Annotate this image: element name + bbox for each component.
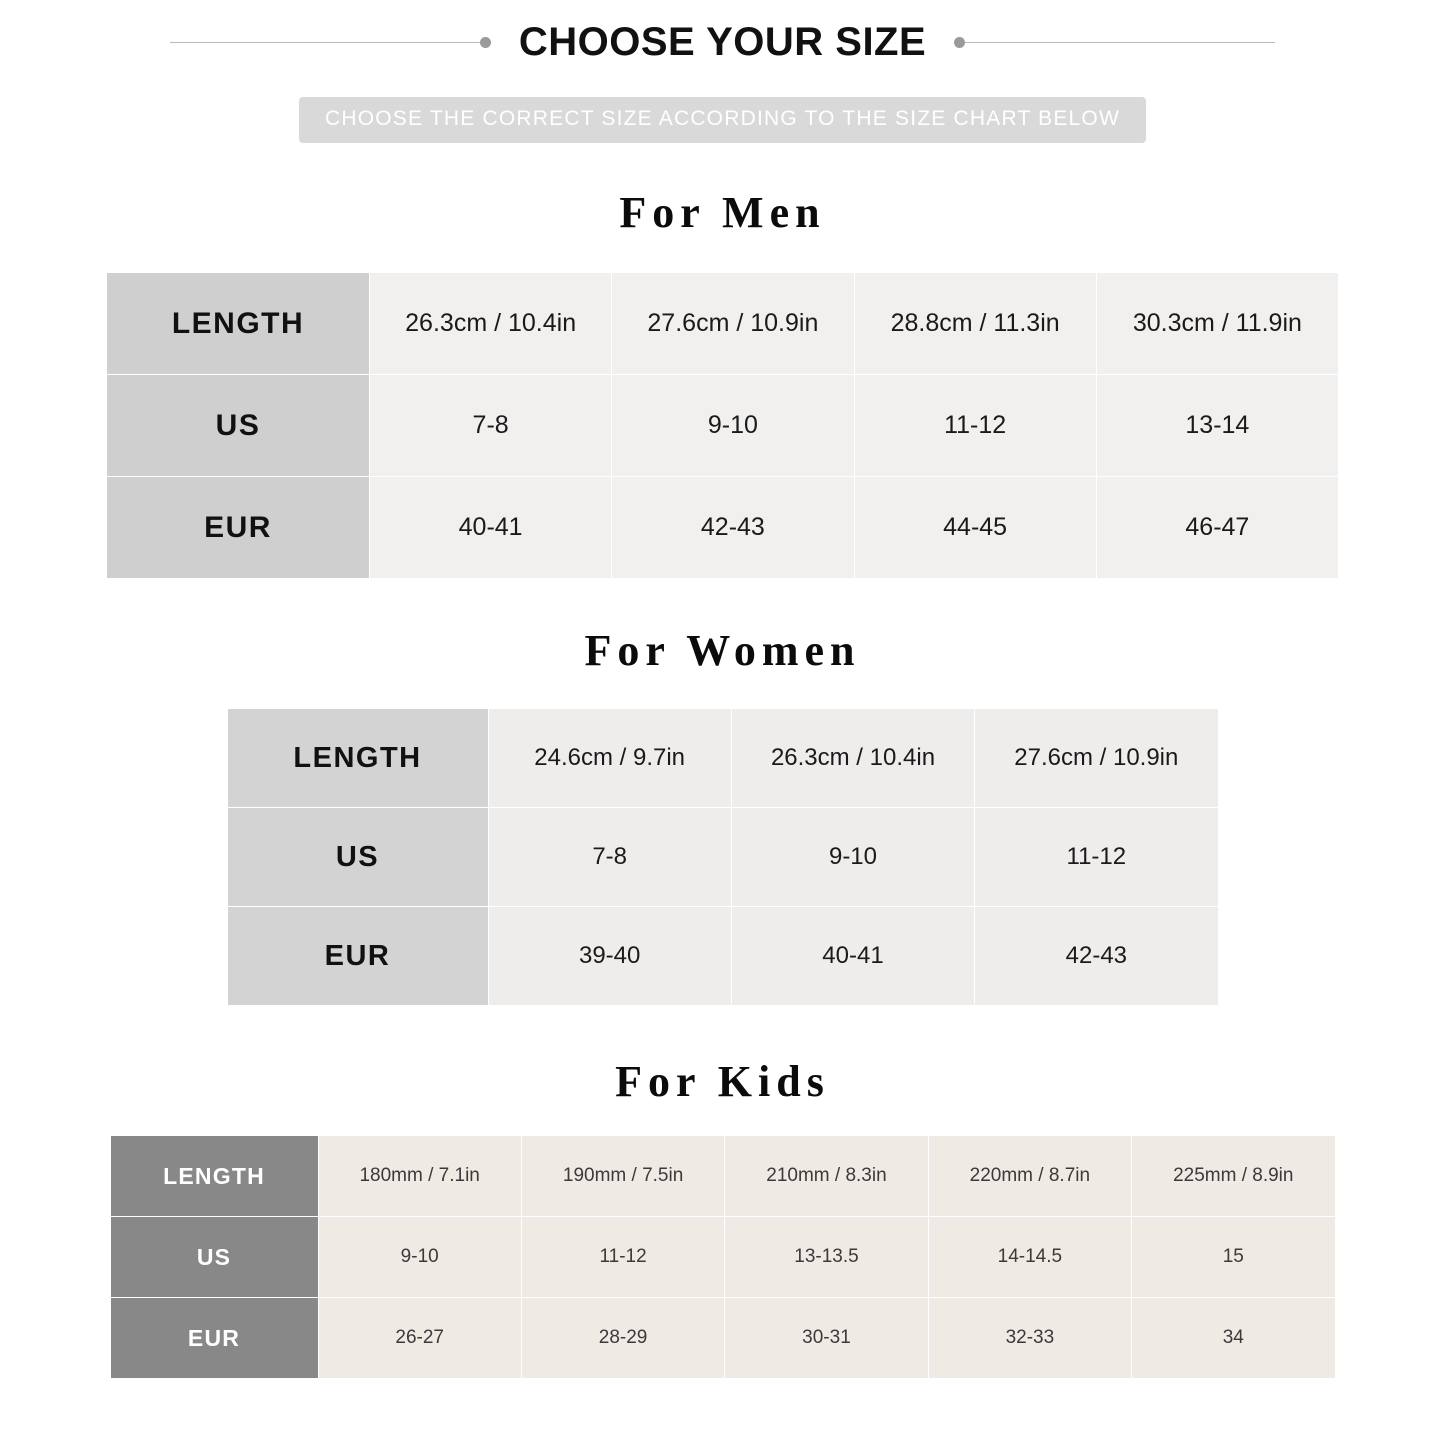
cell-women-us-3: 11-12 xyxy=(975,808,1218,907)
section-title-women: For Women xyxy=(584,626,861,675)
cell-men-eur-2: 42-43 xyxy=(612,477,854,579)
cell-kids-us-2: 11-12 xyxy=(521,1217,724,1298)
cell-kids-eur-5: 34 xyxy=(1132,1298,1335,1379)
table-row xyxy=(227,808,1218,907)
size-table-women xyxy=(227,708,1219,1006)
row-label-length: LENGTH xyxy=(227,709,488,808)
cell-women-us-2: 9-10 xyxy=(731,808,974,907)
cell-women-us-1: 7-8 xyxy=(488,808,731,907)
section-title-kids: For Kids xyxy=(615,1057,830,1106)
cell-men-length-4: 30.3cm / 11.9in xyxy=(1096,273,1338,375)
cell-women-eur-1: 39-40 xyxy=(488,907,731,1006)
row-label-us: US xyxy=(110,1217,318,1298)
table-row xyxy=(107,477,1339,579)
cell-men-us-1: 7-8 xyxy=(370,375,612,477)
cell-women-length-2: 26.3cm / 10.4in xyxy=(731,709,974,808)
header-dot-right-icon xyxy=(954,37,965,48)
cell-kids-length-1: 180mm / 7.1in xyxy=(318,1136,521,1217)
row-label-us: US xyxy=(107,375,370,477)
size-table-kids xyxy=(110,1135,1336,1379)
page-title: CHOOSE YOUR SIZE xyxy=(518,20,927,64)
cell-kids-eur-4: 32-33 xyxy=(928,1298,1131,1379)
cell-kids-us-3: 13-13.5 xyxy=(725,1217,928,1298)
cell-kids-eur-2: 28-29 xyxy=(521,1298,724,1379)
size-table-men xyxy=(106,272,1339,579)
cell-women-eur-2: 40-41 xyxy=(731,907,974,1006)
row-label-us: US xyxy=(227,808,488,907)
cell-men-length-2: 27.6cm / 10.9in xyxy=(612,273,854,375)
cell-women-length-3: 27.6cm / 10.9in xyxy=(975,709,1218,808)
table-row xyxy=(110,1136,1335,1217)
table-row xyxy=(110,1217,1335,1298)
row-label-eur: EUR xyxy=(107,477,370,579)
cell-kids-us-4: 14-14.5 xyxy=(928,1217,1131,1298)
cell-kids-eur-3: 30-31 xyxy=(725,1298,928,1379)
cell-kids-us-5: 15 xyxy=(1132,1217,1335,1298)
table-row xyxy=(110,1298,1335,1379)
header-rule-right xyxy=(965,42,1275,43)
table-row xyxy=(107,273,1339,375)
cell-kids-length-2: 190mm / 7.5in xyxy=(521,1136,724,1217)
header-dot-left-icon xyxy=(480,37,491,48)
cell-men-us-4: 13-14 xyxy=(1096,375,1338,477)
subtitle-container xyxy=(0,97,1445,143)
cell-men-length-3: 28.8cm / 11.3in xyxy=(854,273,1096,375)
cell-men-length-1: 26.3cm / 10.4in xyxy=(370,273,612,375)
section-title-men: For Men xyxy=(619,188,826,237)
table-row xyxy=(107,375,1339,477)
header-rule-left xyxy=(170,42,480,43)
row-label-length: LENGTH xyxy=(107,273,370,375)
table-row xyxy=(227,907,1218,1006)
row-label-length: LENGTH xyxy=(110,1136,318,1217)
cell-kids-length-4: 220mm / 8.7in xyxy=(928,1136,1131,1217)
cell-men-us-2: 9-10 xyxy=(612,375,854,477)
row-label-eur: EUR xyxy=(227,907,488,1006)
row-label-eur: EUR xyxy=(110,1298,318,1379)
cell-kids-us-1: 9-10 xyxy=(318,1217,521,1298)
subtitle-banner: CHOOSE THE CORRECT SIZE ACCORDING TO THE SIZE CHART BELOW xyxy=(299,97,1146,143)
page-header xyxy=(0,0,1445,65)
cell-kids-length-5: 225mm / 8.9in xyxy=(1132,1136,1335,1217)
cell-women-length-1: 24.6cm / 9.7in xyxy=(488,709,731,808)
cell-women-eur-3: 42-43 xyxy=(975,907,1218,1006)
cell-kids-eur-1: 26-27 xyxy=(318,1298,521,1379)
cell-men-eur-4: 46-47 xyxy=(1096,477,1338,579)
cell-men-eur-3: 44-45 xyxy=(854,477,1096,579)
table-row xyxy=(227,709,1218,808)
cell-men-eur-1: 40-41 xyxy=(370,477,612,579)
cell-kids-length-3: 210mm / 8.3in xyxy=(725,1136,928,1217)
cell-men-us-3: 11-12 xyxy=(854,375,1096,477)
